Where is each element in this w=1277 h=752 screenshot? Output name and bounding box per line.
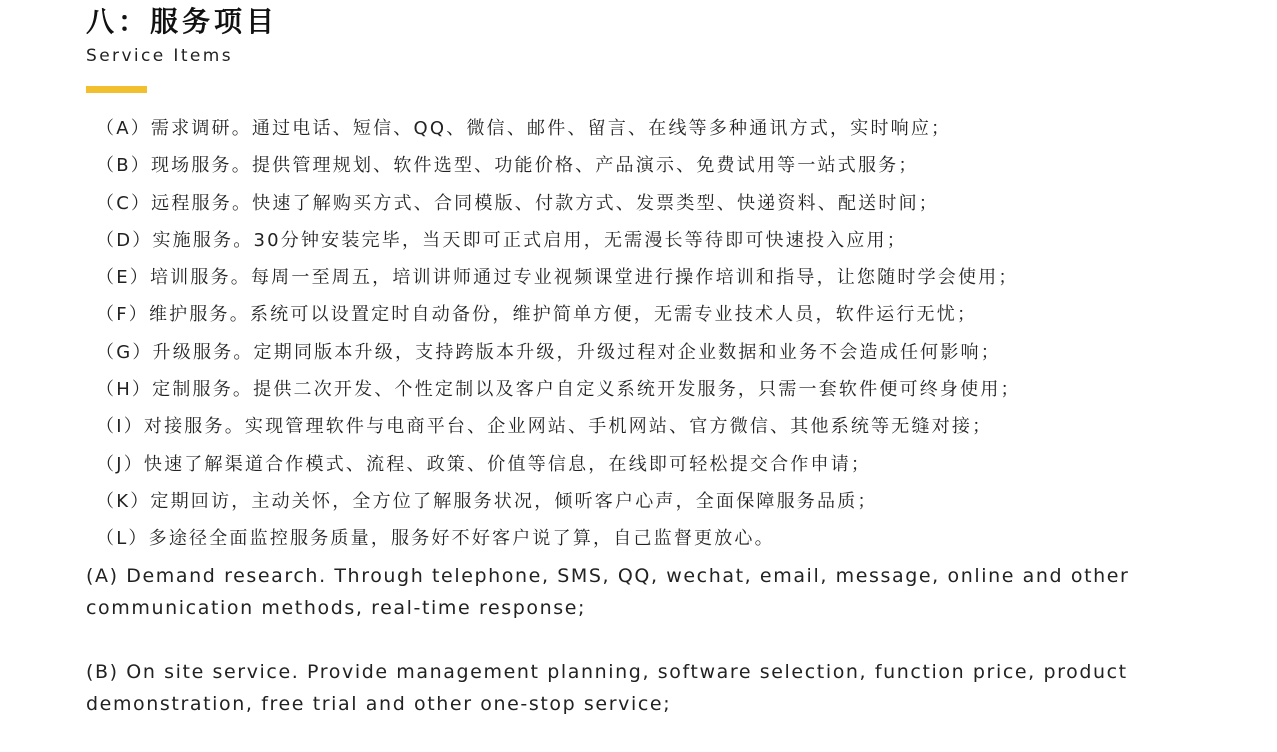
service-item-j-cn: （J）快速了解渠道合作模式、流程、政策、价值等信息，在线即可轻松提交合作申请； [96,453,872,475]
accent-bar [86,86,147,93]
service-item-c-cn: （C）远程服务。快速了解购买方式、合同模版、付款方式、发票类型、快递资料、配送时间； [96,192,939,214]
service-item-e-cn: （E）培训服务。每周一至周五，培训讲师通过专业视频课堂进行操作培训和指导，让您随时学会使用； [96,267,1019,289]
service-item-a-cn: （A）需求调研。通过电话、短信、QQ、微信、邮件、留言、在线等多种通讯方式，实时响应； [96,118,952,139]
service-item-b-en: (B) On site service. Provide management planning, software selection, function price, product demonstration, free trial and other one-stop service; [86,661,1128,715]
service-item-l-cn: （L）多途径全面监控服务质量，服务好不好客户说了算，自己监督更放心。 [96,528,775,550]
service-item-i-cn: （I）对接服务。实现管理软件与电商平台、企业网站、手机网站、官方微信、其他系统等无缝对接； [96,416,993,438]
service-list-cn [96,110,1021,558]
page-subtitle: Service Items [86,46,233,66]
service-item-g-cn: （G）升级服务。定期同版本升级，支持跨版本升级，升级过程对企业数据和业务不会造成任何影响； [96,341,1001,363]
service-item-b-cn: （B）现场服务。提供管理规划、软件选型、功能价格、产品演示、免费试用等一站式服务； [96,155,919,177]
service-item-f-cn: （F）维护服务。系统可以设置定时自动备份，维护简单方便，无需专业技术人员，软件运行无忧； [96,304,978,326]
service-item-h-cn: （H）定制服务。提供二次开发、个性定制以及客户自定义系统开发服务，只需一套软件便可终身使用； [96,379,1021,401]
service-list-en [86,560,1196,752]
service-item-d-cn: （D）实施服务。30分钟安装完毕，当天即可正式启用，无需漫长等待即可快速投入应用； [96,229,907,251]
service-item-a-en: (A) Demand research. Through telephone, SMS, QQ, wechat, email, message, online and other communication methods, real-time response; [86,565,1130,619]
service-item-k-cn: （K）定期回访，主动关怀，全方位了解服务状况，倾听客户心声，全面保障服务品质； [96,490,878,512]
section-header [86,4,278,93]
page-title: 八：服务项目 [86,5,279,38]
